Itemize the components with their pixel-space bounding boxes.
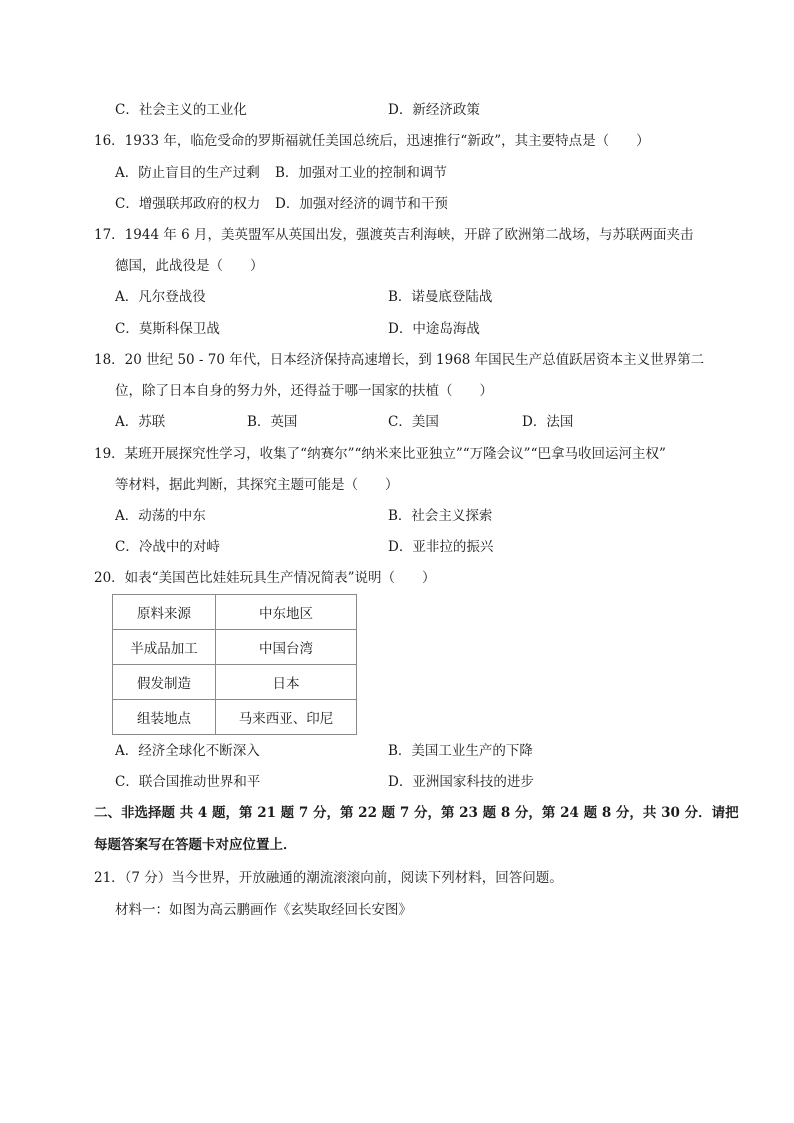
q17-stem-line-2: 德国，此战役是（ ） xyxy=(115,258,264,274)
barbie-production-table xyxy=(112,594,357,735)
q16-option-c: C．增强联邦政府的权力 xyxy=(115,196,261,212)
q19-option-a: A．动荡的中东 xyxy=(115,508,206,524)
q20-stem: 20．如表“美国芭比娃娃玩具生产情况简表”说明（ ） xyxy=(94,570,436,586)
q20-option-b: B．美国工业生产的下降 xyxy=(388,743,533,759)
table-row xyxy=(113,700,357,735)
q21-material-1: 材料一：如图为高云鹏画作《玄奘取经回长安图》 xyxy=(115,902,412,918)
table-cell: 中东地区 xyxy=(216,595,357,630)
q18-option-d: D．法国 xyxy=(522,414,574,430)
q16-option-b: B．加强对工业的控制和调节 xyxy=(275,165,447,181)
table-row xyxy=(113,595,357,630)
q21-stem: 21．（7 分）当今世界，开放融通的潮流滚滚向前，阅读下列材料，回答问题。 xyxy=(94,870,563,886)
q19-stem-line-1: 19．某班开展探究性学习，收集了“纳赛尔”“纳米来比亚独立”“万隆会议”“巴拿马收回运河主权” xyxy=(94,446,666,462)
q17-option-d: D．中途岛海战 xyxy=(388,321,480,337)
q15-option-c: C．社会主义的工业化 xyxy=(115,102,247,118)
q20-option-a: A．经济全球化不断深入 xyxy=(115,743,260,759)
q19-option-b: B．社会主义探索 xyxy=(388,508,493,524)
q20-option-c: C．联合国推动世界和平 xyxy=(115,774,261,790)
section-2-heading-line-1: 二、非选择题 共 4 题，第 21 题 7 分，第 22 题 7 分，第 23 题 8 分，第 24 题 8 分，共 30 分．请把 xyxy=(94,805,739,821)
q17-option-b: B．诺曼底登陆战 xyxy=(388,289,493,305)
table-cell: 日本 xyxy=(216,665,357,700)
table-cell: 假发制造 xyxy=(113,665,216,700)
table-cell: 马来西亚、印尼 xyxy=(216,700,357,735)
q15-option-d: D．新经济政策 xyxy=(388,102,480,118)
q18-option-c: C．美国 xyxy=(388,414,439,430)
q18-option-b: B．英国 xyxy=(247,414,298,430)
table-cell: 半成品加工 xyxy=(113,630,216,665)
q18-stem-line-1: 18．20 世纪 50 - 70 年代，日本经济保持高速增长，到 1968 年国民生产总值跃居资本主义世界第二 xyxy=(94,352,705,368)
q20-option-d: D．亚洲国家科技的进步 xyxy=(388,774,534,790)
q18-stem-line-2: 位，除了日本自身的努力外，还得益于哪一国家的扶植（ ） xyxy=(115,383,493,399)
table-cell: 原料来源 xyxy=(113,595,216,630)
q17-option-c: C．莫斯科保卫战 xyxy=(115,321,220,337)
q19-option-c: C．冷战中的对峙 xyxy=(115,539,220,555)
table-row xyxy=(113,630,357,665)
section-2-heading-line-2: 每题答案写在答题卡对应位置上． xyxy=(94,837,297,853)
q19-option-d: D．亚非拉的振兴 xyxy=(388,539,494,555)
q18-option-a: A．苏联 xyxy=(115,414,166,430)
q19-stem-line-2: 等材料，据此判断，其探究主题可能是（ ） xyxy=(115,477,399,493)
q17-option-a: A．凡尔登战役 xyxy=(115,289,206,305)
q16-option-a: A．防止盲目的生产过剩 xyxy=(115,165,260,181)
table-cell: 中国台湾 xyxy=(216,630,357,665)
q16-option-d: D．加强对经济的调节和干预 xyxy=(275,196,448,212)
q16-stem: 16．1933 年，临危受命的罗斯福就任美国总统后，迅速推行“新政”，其主要特点是（ ） xyxy=(94,133,650,149)
table-row xyxy=(113,665,357,700)
table-cell: 组装地点 xyxy=(113,700,216,735)
q17-stem-line-1: 17．1944 年 6 月，美英盟军从英国出发，强渡英吉利海峡，开辟了欧洲第二战场，与苏联两面夹击 xyxy=(94,227,694,243)
